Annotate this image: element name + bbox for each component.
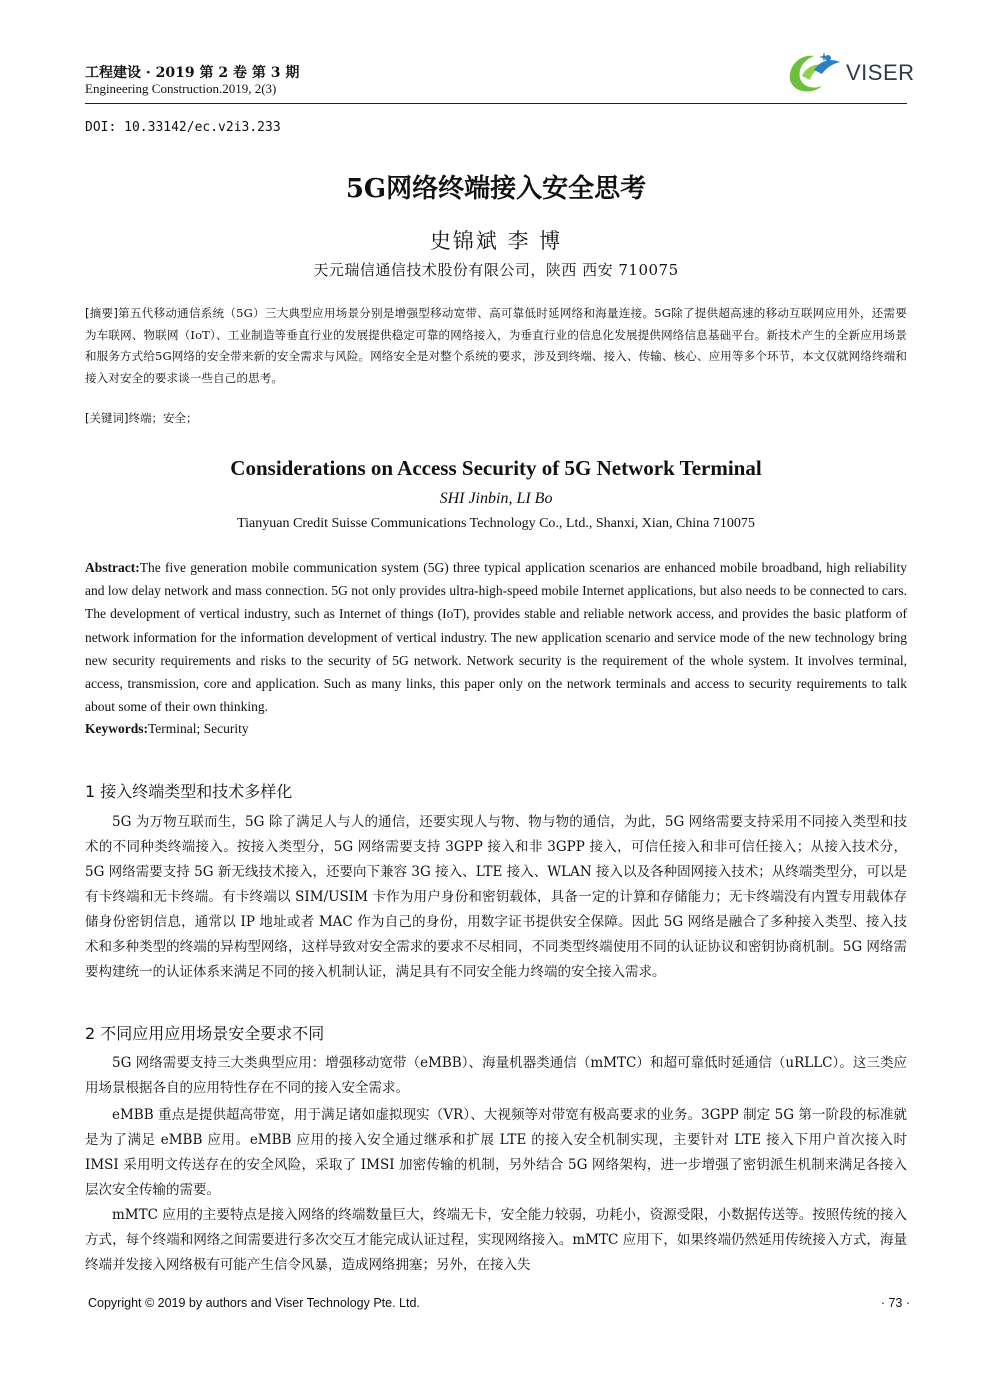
affiliation-cn: 天元瑞信通信技术股份有限公司，陕西 西安 710075 (313, 261, 679, 279)
abstract-cn-text: 第五代移动通信系统（5G）三大典型应用场景分别是增强型移动宽带、高可靠低时延网络和海量连接。5G除了提供超高速的移动互联网应用外，还需要为车联网、物联网（IoT）、工业制造等垂直行业的发展提供稳定可靠的网络接入，为垂直行业的信息化发展提供网络信息基础平台。新技术产生的全新应用场景和服务方式给5G网络的安全带来新的安全需求与风险。网络安全是对整个系统的要求，涉及到终端、接入、传输、核心、应用等多个环节，本文仅就网络终端和接入对安全的要求谈一些自己的思考。 (85, 306, 908, 385)
journal-name-cn: 工程建设 · 2019 第 2 卷 第 3 期 (85, 65, 300, 81)
page-number: · 73 · (880, 1296, 910, 1310)
section-1-heading: 1 接入终端类型和技术多样化 (85, 782, 293, 801)
doi: DOI: 10.33142/ec.v2i3.233 (85, 120, 281, 135)
keywords-cn-label: [关键词] (85, 411, 129, 425)
section-2-paragraph-3: mMTC 应用的主要特点是接入网络的终端数量巨大，终端无卡，安全能力较弱，功耗小，资源受限，小数据传送等。按照传统的接入方式，每个终端和网络之间需要进行多次交互才能完成认证过程，实现网络接入。mMTC 应用下，如果终端仍然延用传统接入方式，海量终端并发接入网络极有可能产生信令风暴，造成网络拥塞；另外，在接入失 (85, 1207, 907, 1273)
journal-name-en: Engineering Construction.2019, 2(3) (85, 81, 277, 96)
abstract-en-label: Abstract: (85, 560, 140, 575)
keywords-en-label: Keywords: (85, 721, 148, 736)
abstract-cn-label: [摘要] (85, 306, 119, 320)
copyright-footer: Copyright © 2019 by authors and Viser Technology Pte. Ltd. (88, 1296, 420, 1310)
section-2-paragraph-1: 5G 网络需要支持三大类典型应用：增强移动宽带（eMBB）、海量机器类通信（mMTC）和超可靠低时延通信（uRLLC）。这三类应用场景根据各自的应用特性存在不同的接入安全需求。 (85, 1055, 907, 1096)
section-2-paragraph-2: eMBB 重点是提供超高带宽，用于满足诸如虚拟现实（VR）、大视频等对带宽有极高要求的业务。3GPP 制定 5G 第一阶段的标准就是为了满足 eMBB 应用。eMBB 应用的接入安全通过继承和扩展 LTE 的接入安全机制实现，主要针对 LTE 接入下用户首次接入时 IMSI 采用明文传送存在的安全风险，采取了 IMSI 加密传输的机制，另外结合 5G 网络架构，进一步增强了密钥派生机制来满足各接入层次安全传输的需要。 (85, 1107, 907, 1198)
authors-en: SHI Jinbin, LI Bo (439, 490, 553, 507)
header-divider (85, 103, 907, 104)
abstract-cn (85, 303, 907, 389)
title-en: Considerations on Access Security of 5G Network Terminal (230, 456, 762, 480)
title-cn: 5G网络终端接入安全思考 (345, 174, 647, 204)
section-1-paragraph: 5G 为万物互联而生，5G 除了满足人与人的通信，还要实现人与物、物与物的通信，为此，5G 网络需要支持采用不同接入类型和技术的不同种类终端接入。按接入类型分，5G 网络需要支持 3GPP 接入和非 3GPP 接入，可信任接入和非可信任接入；从接入技术分，5G 网络需要支持 5G 新无线技术接入，还要向下兼容 3G 接入、LTE 接入、WLAN 接入以及各种固网接入技术；从终端类型分，可以是有卡终端和无卡终端。有卡终端以 SIM/USIM 卡作为用户身份和密钥载体，具备一定的计算和存储能力；无卡终端没有内置专用载体存储身份密钥信息，通常以 IP 地址或者 MAC 作为自己的身份，用数字证书提供安全保障。因此 5G 网络是融合了多种接入类型、接入技术和多种类型的终端的异构型网络，这样导致对安全需求的要求不尽相同，不同类型终端使用不同的认证协议和密钥协商机制。5G 网络需要构建统一的认证体系来满足不同的接入机制认证，满足具有不同安全能力终端的安全接入需求。 (85, 814, 907, 980)
section-2-heading: 2 不同应用应用场景安全要求不同 (85, 1024, 325, 1043)
keywords-cn-text: 终端；安全； (128, 411, 198, 425)
keywords-en (85, 721, 249, 737)
abstract-en-text: The five generation mobile communication system (5G) three typical application scenarios are enhanced mobile broadband, high reliability and low delay network and mass connection. 5G not only provides ultra-high-speed mobile Internet applications, but also needs to be connected to cars. The development of vertical industry, such as Internet of things (IoT), provides stable and reliable network access, and provides the basic platform of network information for the information development of vertical industry. The new application scenario and service mode of the new technology bring new security requirements and risks to the security of 5G network. Network security is the requirement of the whole system. It involves terminal, access, transmission, core and application. Such as many links, this paper only on the network terminals and access to security requirements to talk about some of their own thinking. (85, 560, 907, 715)
keywords-en-text: Terminal; Security (148, 721, 249, 736)
keywords-cn (85, 410, 197, 426)
bird-logo-icon (784, 50, 846, 98)
viser-logo (784, 50, 914, 98)
abstract-en (85, 556, 907, 718)
logo-wordmark: VISER (846, 60, 915, 85)
authors-cn: 史锦斌 李 博 (429, 229, 563, 253)
affiliation-en: Tianyuan Credit Suisse Communications Technology Co., Ltd., Shanxi, Xian, China 710075 (237, 516, 755, 531)
